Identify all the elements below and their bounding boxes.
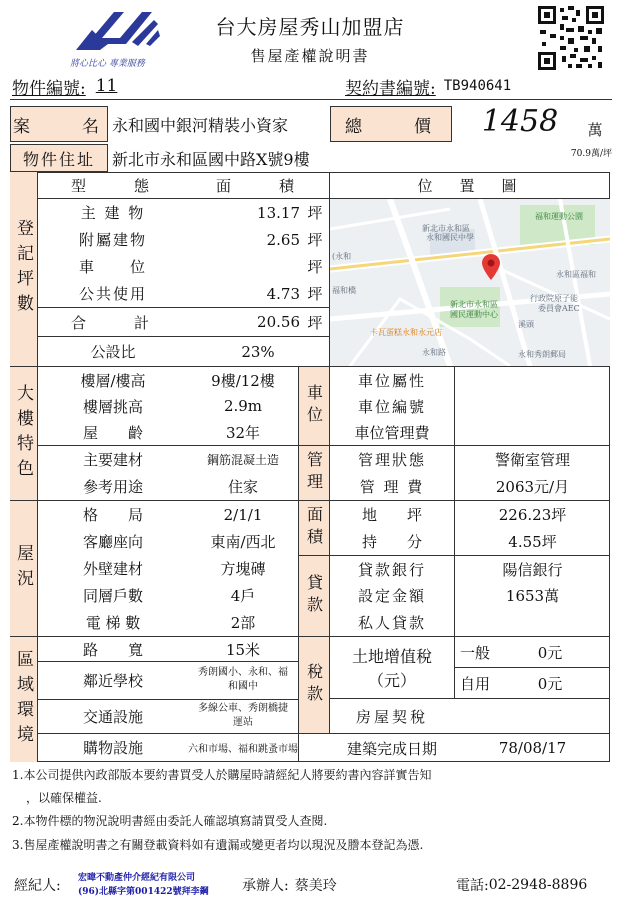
area-row-unit: 坪	[307, 258, 323, 276]
contract-number-value: TB940641	[443, 78, 512, 94]
building-row-value: 32年	[225, 423, 261, 442]
case-name: 永和國中銀河精裝小資家	[112, 115, 289, 135]
qr-code-icon	[536, 4, 606, 72]
building-row-label: 屋 齡	[82, 423, 143, 442]
location-map-title: 位 置 圖	[417, 176, 523, 195]
area-row-unit: 坪	[307, 204, 323, 222]
area-total-unit: 坪	[307, 313, 323, 332]
map-label: 行政院原子能	[530, 294, 578, 303]
building-row-value: 鋼筋混凝土造	[206, 453, 279, 467]
price-unit: 萬	[587, 120, 603, 139]
parking-row-label: 車位屬性	[357, 371, 426, 390]
house-tax-value	[455, 699, 610, 733]
note-line: ，以確保權益.	[26, 791, 102, 805]
company-name: 宏暐不動產仲介經紀有限公司	[78, 873, 196, 883]
address: 新北市永和區國中路X號9樓	[112, 149, 310, 169]
loan-row-label: 貸款銀行	[357, 560, 426, 579]
phone-label: 電話:	[456, 878, 489, 894]
loan-side-label: 貸款	[298, 556, 330, 636]
area-row-value: 13.17	[257, 203, 300, 222]
building-side-label: 大樓特色	[10, 367, 38, 500]
traffic-value: 多線公車、秀朗橋捷運站	[198, 703, 288, 728]
area-row-value: 2.65	[266, 230, 300, 249]
building-row-label: 樓層挑高	[82, 397, 143, 416]
phone	[456, 874, 587, 896]
map-label: 福和橋	[332, 286, 356, 295]
area-row-label: 附屬建物	[78, 231, 147, 249]
land-row-label: 持 分	[361, 533, 422, 551]
area-side-label: 登記坪數	[10, 172, 38, 366]
area-row-label: 公共使用	[78, 285, 147, 303]
broker-label: 經紀人:	[14, 878, 61, 894]
building-row-label: 參考用途	[82, 478, 143, 496]
company-license: (96)北縣字第001422號拜李鋼	[78, 887, 209, 897]
handler	[242, 874, 337, 896]
public-ratio-value: 23%	[241, 342, 275, 361]
map-label: 福和運動公園	[535, 212, 583, 221]
loan-row-value: 1653萬	[505, 587, 560, 605]
note-line: 3.售屋產權說明書之有關登載資料如有遺漏或變更者均以現況及謄本登記為憑.	[12, 838, 424, 852]
school-value: 秀朗國小、永和、福和國中	[198, 667, 288, 692]
general-tax-value: 0元	[537, 643, 563, 662]
environment-side-label: 區域環境	[10, 637, 38, 762]
parking-row-value	[455, 419, 610, 445]
public-ratio-label: 公設比	[90, 343, 136, 361]
building-row-value: 9樓/12樓	[211, 371, 275, 390]
area-row-value	[210, 253, 300, 280]
loan-row-label: 私人貸款	[357, 614, 426, 632]
completion-date-value: 78/08/17	[498, 739, 567, 757]
area-col-area: 面 積	[215, 176, 300, 195]
total-price-label: 總 價	[330, 106, 452, 142]
address-label: 物件住址	[10, 144, 108, 172]
land-row-value: 226.23坪	[498, 506, 567, 524]
parking-row-label: 車位編號	[357, 397, 426, 416]
tax-side-label: 稅款	[298, 637, 330, 733]
land-side-label: 面積	[298, 501, 330, 555]
management-row-value: 2063元/月	[495, 478, 570, 496]
building-row-label: 樓層/樓高	[80, 371, 146, 390]
company-logo	[62, 6, 166, 68]
case-name-label: 案 名	[10, 106, 108, 142]
map-label: (永和	[332, 252, 352, 261]
house-row-value: 2部	[230, 614, 256, 632]
house-tax-label: 房屋契稅	[355, 707, 428, 726]
logo-slogan: 將心比心 專業服務	[70, 59, 145, 69]
house-row-label: 外壁建材	[82, 560, 143, 578]
note-line: 2.本物件標的物況說明書經由委託人確認填寫請買受人查閱.	[12, 814, 328, 828]
building-row-label: 主要建材	[82, 451, 143, 469]
parking-row-label: 車位管理費	[354, 423, 430, 442]
shopping-label: 購物設施	[82, 739, 143, 757]
management-row-value: 警衛室管理	[494, 451, 570, 469]
map-label: 卡瓦蛋糕永和永元店	[370, 328, 442, 337]
area-total-value: 20.56	[257, 313, 300, 331]
item-number-label: 物件編號:	[12, 78, 86, 99]
item-number-value: 11	[95, 76, 118, 96]
area-row-label: 車 位	[78, 258, 147, 276]
house-row-label: 同層戶數	[82, 587, 143, 605]
handler-name: 蔡美玲	[294, 878, 337, 894]
house-row-label: 格 局	[82, 506, 143, 524]
traffic-label: 交通設施	[82, 707, 143, 726]
parking-row-value	[455, 367, 610, 393]
house-side-label: 屋況	[10, 501, 38, 636]
area-row-value: 4.73	[266, 284, 300, 303]
map-label: 永和秀朗郵局	[518, 350, 566, 359]
land-row-value: 4.55坪	[508, 533, 557, 551]
completion-date-label: 建築完成日期	[346, 739, 437, 758]
parking-row-value	[455, 393, 610, 419]
general-tax-label: 一般	[459, 643, 490, 662]
management-row-label: 管理狀態	[357, 451, 426, 469]
building-row-value: 2.9m	[223, 397, 263, 415]
doc-title: 售屋產權說明書	[250, 46, 370, 65]
management-row-label: 管 理 費	[359, 478, 425, 496]
store-name: 台大房屋秀山加盟店	[215, 14, 405, 39]
map-label: 新北市永和區	[450, 300, 498, 309]
map-label: 永和路	[422, 348, 446, 357]
area-row-label: 主 建 物	[80, 204, 146, 222]
map-pin-icon[interactable]	[482, 254, 500, 280]
map-label: 永和國民中學	[426, 233, 474, 242]
house-row-label: 客廳座向	[82, 533, 143, 551]
shopping-value: 六和市場、福和跳蚤市場	[188, 744, 298, 755]
contract-number	[345, 74, 511, 98]
area-row-unit: 坪	[307, 285, 323, 303]
map-label: 國民運動中心	[450, 310, 498, 319]
house-row-value: 方塊磚	[220, 560, 266, 578]
house-row-value: 2/1/1	[223, 505, 263, 524]
parking-side-label: 車位	[298, 367, 330, 445]
road-width-value: 15米	[225, 640, 261, 659]
house-row-value: 4戶	[230, 587, 256, 605]
self-use-tax-value: 0元	[537, 674, 563, 693]
building-row-value: 住家	[227, 478, 258, 496]
map-label: 永和區福和	[556, 270, 596, 279]
contract-number-label: 契約書編號:	[345, 78, 436, 99]
area-total-label: 合 計	[70, 313, 155, 332]
note-line: 1.本公司提供內政部版本要約書買受人於購屋時請經紀人將要約書內容詳實告知	[12, 768, 432, 782]
map-label: 溪頭	[518, 320, 534, 329]
unit-price: 70.9萬/坪	[570, 149, 612, 159]
handler-label: 承辦人:	[242, 878, 289, 894]
house-row-label: 電 梯 數	[85, 614, 141, 632]
land-tax-unit: （元）	[367, 670, 416, 690]
land-row-label: 地 坪	[361, 506, 422, 524]
self-use-tax-label: 自用	[459, 674, 490, 693]
map-label: 新北市永和區	[422, 224, 470, 233]
map-label: 委員會AEC	[538, 304, 580, 313]
loan-row-value: 陽信銀行	[502, 560, 563, 579]
location-map[interactable]	[330, 199, 610, 366]
loan-row-value	[455, 609, 610, 636]
management-side-label: 管理	[298, 446, 330, 500]
area-col-type: 型 態	[70, 176, 155, 195]
house-row-value: 東南/西北	[210, 533, 276, 551]
area-row-unit: 坪	[307, 231, 323, 249]
phone-number: 02-2948-8896	[488, 877, 588, 893]
loan-row-label: 設定金額	[357, 587, 426, 605]
school-label: 鄰近學校	[82, 671, 143, 690]
land-tax-label: 土地增值稅	[351, 646, 432, 666]
item-number	[12, 74, 117, 98]
road-width-label: 路 寬	[82, 640, 143, 659]
total-price: 1458	[481, 103, 559, 139]
